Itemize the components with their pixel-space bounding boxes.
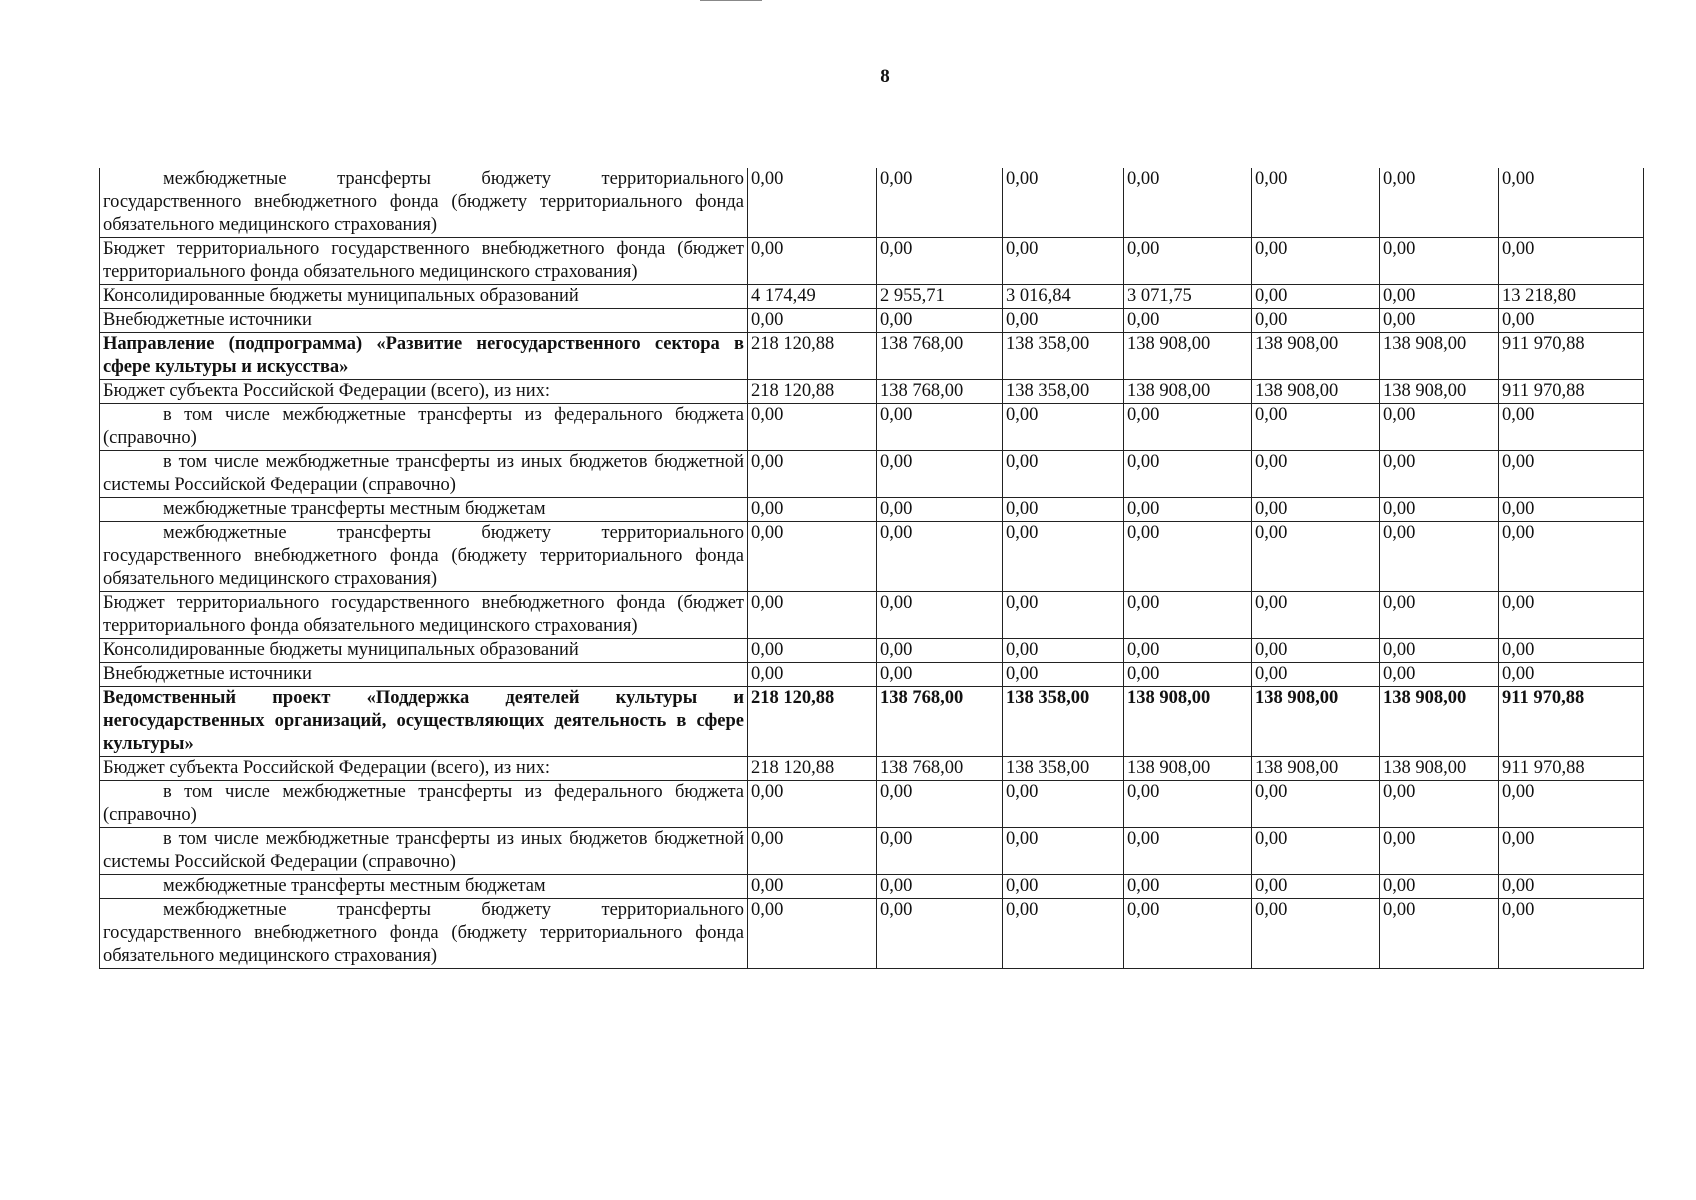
value-cell: 0,00: [1499, 899, 1644, 969]
row-label-cell: [100, 828, 748, 875]
value-cell: 138 908,00: [1124, 687, 1252, 757]
value-cell: 0,00: [1499, 451, 1644, 498]
table-row: [100, 285, 1644, 309]
row-label-cell: [100, 639, 748, 663]
value-cell: 0,00: [1499, 498, 1644, 522]
table-row: [100, 687, 1644, 757]
value-cell: 0,00: [1003, 238, 1124, 285]
row-label-cell: [100, 309, 748, 333]
row-label-cell: [100, 168, 748, 238]
value-cell: 0,00: [1124, 663, 1252, 687]
value-cell: 0,00: [1003, 498, 1124, 522]
row-label: в том числе межбюджетные трансферты из федерального бюджета (справочно): [103, 405, 744, 448]
value-cell: 0,00: [748, 639, 877, 663]
value-cell: 138 768,00: [877, 757, 1003, 781]
row-label: Бюджет территориального государственного внебюджетного фонда (бюджет территориального фонда обязательного медицинского страхования): [103, 593, 744, 636]
value-cell: 138 908,00: [1252, 687, 1380, 757]
row-label: межбюджетные трансферты местным бюджетам: [163, 499, 546, 519]
value-cell: 0,00: [1380, 238, 1499, 285]
row-label: Консолидированные бюджеты муниципальных образований: [103, 640, 579, 660]
row-label-cell: [100, 238, 748, 285]
value-cell: 138 908,00: [1380, 757, 1499, 781]
value-cell: 0,00: [1380, 498, 1499, 522]
value-cell: 0,00: [1252, 592, 1380, 639]
value-cell: 0,00: [748, 781, 877, 828]
value-cell: 911 970,88: [1499, 687, 1644, 757]
value-cell: 0,00: [1380, 875, 1499, 899]
row-label: межбюджетные трансферты бюджету территориального государственного внебюджетного фонда (бюджету территориального фонда обязательного медицинского страхования): [103, 900, 744, 966]
value-cell: 0,00: [877, 592, 1003, 639]
value-cell: 0,00: [1252, 781, 1380, 828]
value-cell: 138 908,00: [1252, 333, 1380, 380]
row-label: межбюджетные трансферты бюджету территориального государственного внебюджетного фонда (бюджету территориального фонда обязательного медицинского страхования): [103, 523, 744, 589]
row-label: межбюджетные трансферты бюджету территориального государственного внебюджетного фонда (бюджету территориального фонда обязательного медицинского страхования): [103, 169, 744, 235]
value-cell: 0,00: [1003, 522, 1124, 592]
value-cell: 0,00: [748, 899, 877, 969]
value-cell: 0,00: [877, 781, 1003, 828]
value-cell: 138 908,00: [1124, 380, 1252, 404]
value-cell: 0,00: [1499, 781, 1644, 828]
value-cell: 0,00: [877, 498, 1003, 522]
value-cell: 218 120,88: [748, 380, 877, 404]
value-cell: 0,00: [1499, 168, 1644, 238]
value-cell: 218 120,88: [748, 333, 877, 380]
value-cell: 138 358,00: [1003, 333, 1124, 380]
value-cell: 0,00: [877, 309, 1003, 333]
table-row: [100, 757, 1644, 781]
value-cell: 0,00: [1252, 875, 1380, 899]
value-cell: 0,00: [1380, 285, 1499, 309]
value-cell: 0,00: [877, 238, 1003, 285]
value-cell: 0,00: [1380, 639, 1499, 663]
row-label-cell: [100, 333, 748, 380]
value-cell: 138 908,00: [1252, 380, 1380, 404]
value-cell: 0,00: [1499, 663, 1644, 687]
table-row: [100, 498, 1644, 522]
value-cell: 0,00: [748, 309, 877, 333]
value-cell: 0,00: [1124, 828, 1252, 875]
row-label-cell: [100, 687, 748, 757]
value-cell: 138 908,00: [1380, 333, 1499, 380]
value-cell: 0,00: [1252, 522, 1380, 592]
value-cell: 0,00: [1003, 639, 1124, 663]
value-cell: 0,00: [1124, 498, 1252, 522]
table-row: [100, 639, 1644, 663]
value-cell: 0,00: [748, 828, 877, 875]
value-cell: 4 174,49: [748, 285, 877, 309]
row-label-cell: [100, 498, 748, 522]
value-cell: 3 016,84: [1003, 285, 1124, 309]
value-cell: 0,00: [1003, 168, 1124, 238]
value-cell: 138 358,00: [1003, 687, 1124, 757]
value-cell: 0,00: [748, 875, 877, 899]
table-row: [100, 451, 1644, 498]
table-row: [100, 380, 1644, 404]
value-cell: 0,00: [1124, 404, 1252, 451]
value-cell: 0,00: [1380, 404, 1499, 451]
value-cell: 138 908,00: [1124, 757, 1252, 781]
value-cell: 0,00: [1003, 592, 1124, 639]
value-cell: 0,00: [1499, 828, 1644, 875]
value-cell: 0,00: [1003, 309, 1124, 333]
table-row: [100, 899, 1644, 969]
value-cell: 0,00: [1380, 899, 1499, 969]
value-cell: 0,00: [1003, 781, 1124, 828]
table-row: [100, 522, 1644, 592]
value-cell: 0,00: [1499, 309, 1644, 333]
table-row: [100, 238, 1644, 285]
row-label-cell: [100, 451, 748, 498]
value-cell: 0,00: [877, 639, 1003, 663]
value-cell: 0,00: [1003, 404, 1124, 451]
row-label-cell: [100, 522, 748, 592]
row-label: Внебюджетные источники: [103, 664, 312, 684]
value-cell: 0,00: [1124, 522, 1252, 592]
table-row: [100, 663, 1644, 687]
value-cell: 138 908,00: [1252, 757, 1380, 781]
value-cell: 138 768,00: [877, 333, 1003, 380]
value-cell: 0,00: [1252, 309, 1380, 333]
table-row: [100, 168, 1644, 238]
value-cell: 0,00: [1124, 781, 1252, 828]
value-cell: 0,00: [877, 828, 1003, 875]
value-cell: 0,00: [1252, 663, 1380, 687]
value-cell: 0,00: [1380, 168, 1499, 238]
value-cell: 0,00: [877, 522, 1003, 592]
page-number: 8: [880, 66, 890, 87]
table-row: [100, 781, 1644, 828]
value-cell: 138 908,00: [1124, 333, 1252, 380]
value-cell: 218 120,88: [748, 757, 877, 781]
value-cell: 3 071,75: [1124, 285, 1252, 309]
value-cell: 0,00: [1499, 875, 1644, 899]
value-cell: 0,00: [1003, 875, 1124, 899]
value-cell: 0,00: [877, 875, 1003, 899]
value-cell: 0,00: [1499, 522, 1644, 592]
value-cell: 0,00: [748, 404, 877, 451]
row-label-cell: [100, 899, 748, 969]
value-cell: 0,00: [1003, 899, 1124, 969]
value-cell: 0,00: [1252, 168, 1380, 238]
row-label: Ведомственный проект «Поддержка деятелей культуры и негосударственных организаций, осуществляющих деятельность в сфере культуры»: [103, 688, 744, 754]
value-cell: 0,00: [1252, 639, 1380, 663]
value-cell: 0,00: [1124, 451, 1252, 498]
row-label: в том числе межбюджетные трансферты из федерального бюджета (справочно): [103, 782, 744, 825]
value-cell: 138 358,00: [1003, 380, 1124, 404]
table-row: [100, 592, 1644, 639]
value-cell: 0,00: [1252, 899, 1380, 969]
row-label-cell: [100, 875, 748, 899]
value-cell: 138 358,00: [1003, 757, 1124, 781]
row-label: Бюджет субъекта Российской Федерации (всего), из них:: [103, 758, 551, 778]
value-cell: 138 908,00: [1380, 687, 1499, 757]
row-label-cell: [100, 285, 748, 309]
value-cell: 0,00: [748, 498, 877, 522]
table-body: [100, 168, 1644, 969]
value-cell: 911 970,88: [1499, 333, 1644, 380]
value-cell: 2 955,71: [877, 285, 1003, 309]
value-cell: 0,00: [1252, 404, 1380, 451]
value-cell: 911 970,88: [1499, 757, 1644, 781]
value-cell: 0,00: [1499, 592, 1644, 639]
value-cell: 138 768,00: [877, 380, 1003, 404]
row-label-cell: [100, 781, 748, 828]
value-cell: 0,00: [1124, 875, 1252, 899]
value-cell: 138 768,00: [877, 687, 1003, 757]
value-cell: 0,00: [1003, 451, 1124, 498]
budget-table: [99, 168, 1644, 969]
row-label: Внебюджетные источники: [103, 310, 312, 330]
value-cell: 0,00: [748, 168, 877, 238]
value-cell: 0,00: [877, 663, 1003, 687]
value-cell: 0,00: [1252, 285, 1380, 309]
value-cell: 0,00: [1499, 639, 1644, 663]
value-cell: 0,00: [1380, 781, 1499, 828]
value-cell: 0,00: [1380, 828, 1499, 875]
row-label: Консолидированные бюджеты муниципальных образований: [103, 286, 579, 306]
value-cell: 0,00: [1252, 828, 1380, 875]
value-cell: 0,00: [877, 168, 1003, 238]
row-label-cell: [100, 663, 748, 687]
value-cell: 0,00: [748, 663, 877, 687]
table-row: [100, 404, 1644, 451]
row-label-cell: [100, 592, 748, 639]
value-cell: 218 120,88: [748, 687, 877, 757]
value-cell: 0,00: [1124, 592, 1252, 639]
value-cell: 911 970,88: [1499, 380, 1644, 404]
value-cell: 0,00: [1124, 309, 1252, 333]
row-label: Бюджет территориального государственного внебюджетного фонда (бюджет территориального фонда обязательного медицинского страхования): [103, 239, 744, 282]
value-cell: 0,00: [748, 522, 877, 592]
value-cell: 0,00: [1380, 663, 1499, 687]
row-label: в том числе межбюджетные трансферты из иных бюджетов бюджетной системы Российской Федерации (справочно): [103, 452, 744, 495]
value-cell: 0,00: [877, 451, 1003, 498]
value-cell: 0,00: [1252, 451, 1380, 498]
value-cell: 0,00: [1380, 309, 1499, 333]
value-cell: 0,00: [1499, 238, 1644, 285]
value-cell: 0,00: [1380, 592, 1499, 639]
value-cell: 0,00: [748, 592, 877, 639]
value-cell: 0,00: [748, 451, 877, 498]
value-cell: 0,00: [1003, 663, 1124, 687]
row-label-cell: [100, 404, 748, 451]
value-cell: 0,00: [1252, 498, 1380, 522]
value-cell: 0,00: [1124, 238, 1252, 285]
table-row: [100, 333, 1644, 380]
table-row: [100, 828, 1644, 875]
value-cell: 0,00: [1124, 899, 1252, 969]
value-cell: 13 218,80: [1499, 285, 1644, 309]
row-label: межбюджетные трансферты местным бюджетам: [163, 876, 546, 896]
value-cell: 0,00: [1380, 522, 1499, 592]
row-label: в том числе межбюджетные трансферты из иных бюджетов бюджетной системы Российской Федерации (справочно): [103, 829, 744, 872]
value-cell: 0,00: [877, 899, 1003, 969]
value-cell: 0,00: [1252, 238, 1380, 285]
value-cell: 0,00: [1003, 828, 1124, 875]
table-row: [100, 309, 1644, 333]
value-cell: 0,00: [1499, 404, 1644, 451]
value-cell: 0,00: [1124, 639, 1252, 663]
row-label: Направление (подпрограмма) «Развитие негосударственного сектора в сфере культуры и искусства»: [103, 334, 744, 377]
row-label-cell: [100, 757, 748, 781]
value-cell: 0,00: [877, 404, 1003, 451]
row-label: Бюджет субъекта Российской Федерации (всего), из них:: [103, 381, 551, 401]
scan-artifact-line: [700, 0, 762, 1]
value-cell: 0,00: [748, 238, 877, 285]
value-cell: 0,00: [1380, 451, 1499, 498]
value-cell: 0,00: [1124, 168, 1252, 238]
row-label-cell: [100, 380, 748, 404]
table-row: [100, 875, 1644, 899]
value-cell: 138 908,00: [1380, 380, 1499, 404]
